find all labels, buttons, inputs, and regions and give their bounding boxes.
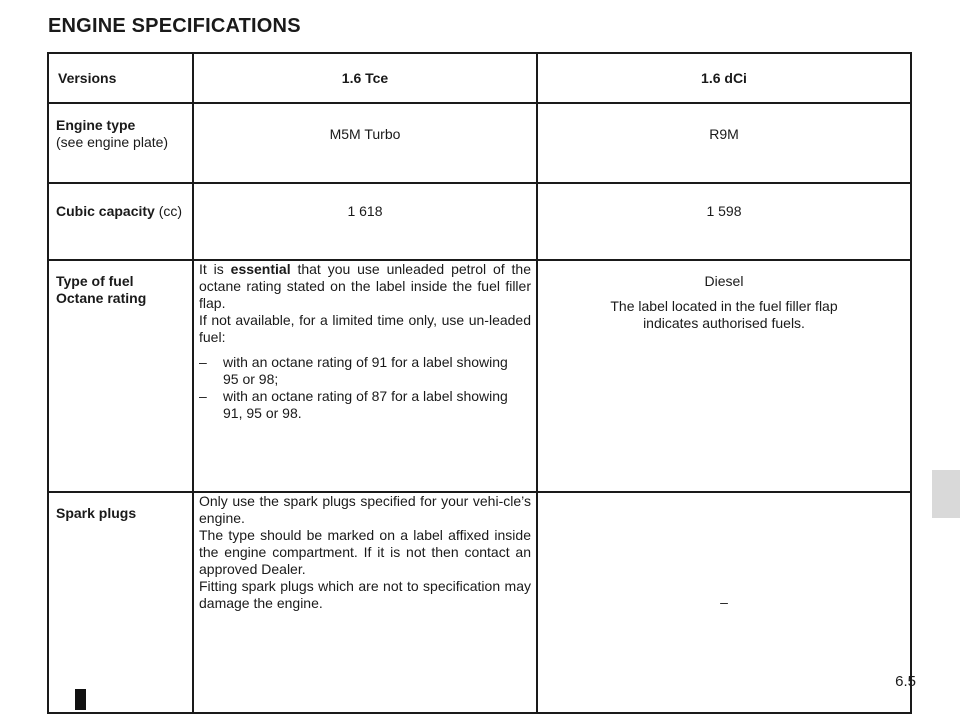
- list-item: [199, 388, 531, 422]
- fuel-dci-note: The label located in the fuel filler flap indicates authorised fuels.: [610, 298, 838, 331]
- header-1-6-tce: 1.6 Tce: [193, 53, 537, 103]
- bullet-continuation: 95 or 98;: [223, 371, 279, 387]
- octane-bullet-list: [199, 354, 531, 422]
- spark-plugs-p1: Only use the spark plugs specified for your vehi-cle’s engine.: [199, 493, 531, 526]
- fuel-dci-cell: [537, 260, 911, 492]
- table-row-fuel: [48, 260, 911, 492]
- engine-type-note: (see engine plate): [56, 134, 169, 150]
- list-item: [199, 354, 531, 388]
- table-row-spark-plugs: [48, 492, 911, 713]
- spark-plugs-p2: The type should be marked on a label affixed inside the engine compartment. If it is not then contact an approved Dealer.: [199, 527, 531, 577]
- fuel-type-label: Type of fuel: [56, 273, 134, 289]
- fuel-tce-cell: [193, 260, 537, 492]
- cubic-capacity-unit: (cc): [154, 203, 183, 219]
- bullet-dash: –: [199, 388, 207, 404]
- table-header-row: [48, 53, 911, 103]
- table-row-cubic-capacity: [48, 183, 911, 260]
- bullet-continuation: 91, 95 or 98.: [223, 405, 302, 421]
- row-label-cubic-capacity: [48, 183, 193, 260]
- row-label-fuel: [48, 260, 193, 492]
- spark-plugs-dci: –: [537, 492, 911, 713]
- fuel-tce-post: that you use unleaded petrol of the octane rating stated on the label inside the fuel filler flap.: [199, 261, 532, 311]
- page-number: 6.5: [895, 673, 916, 690]
- engine-type-label: Engine type: [56, 117, 136, 133]
- fuel-tce-fallback: If not available, for a limited time only, use un-leaded fuel:: [199, 312, 531, 345]
- row-label-spark-plugs: [48, 492, 193, 713]
- spark-plugs-tce-cell: [193, 492, 537, 713]
- bullet-dash: –: [199, 354, 207, 370]
- bullet-text: with an octane rating of 87 for a label showing: [223, 388, 508, 404]
- fuel-dci-type: Diesel: [704, 273, 744, 289]
- engine-type-dci: R9M: [537, 103, 911, 183]
- row-label-engine-type: [48, 103, 193, 183]
- page-title: ENGINE SPECIFICATIONS: [48, 15, 301, 37]
- bullet-text: with an octane rating of 91 for a label showing: [223, 354, 508, 370]
- header-versions: Versions: [48, 53, 193, 103]
- corner-mark: [75, 689, 86, 710]
- table-row-engine-type: [48, 103, 911, 183]
- cubic-capacity-dci: 1 598: [537, 183, 911, 260]
- fuel-tce-essential: essential: [230, 261, 291, 277]
- spark-plugs-p3: Fitting spark plugs which are not to specification may damage the engine.: [199, 578, 531, 611]
- engine-spec-table: [47, 52, 912, 714]
- fuel-tce-pre: It is: [199, 261, 231, 277]
- chapter-tab: [932, 470, 960, 518]
- fuel-tce-text: [199, 261, 531, 312]
- cubic-capacity-tce: 1 618: [193, 183, 537, 260]
- engine-type-tce: M5M Turbo: [193, 103, 537, 183]
- header-1-6-dci: 1.6 dCi: [537, 53, 911, 103]
- spark-plugs-label: Spark plugs: [56, 505, 137, 521]
- octane-rating-label: Octane rating: [56, 290, 147, 306]
- cubic-capacity-label: Cubic capacity: [56, 203, 155, 219]
